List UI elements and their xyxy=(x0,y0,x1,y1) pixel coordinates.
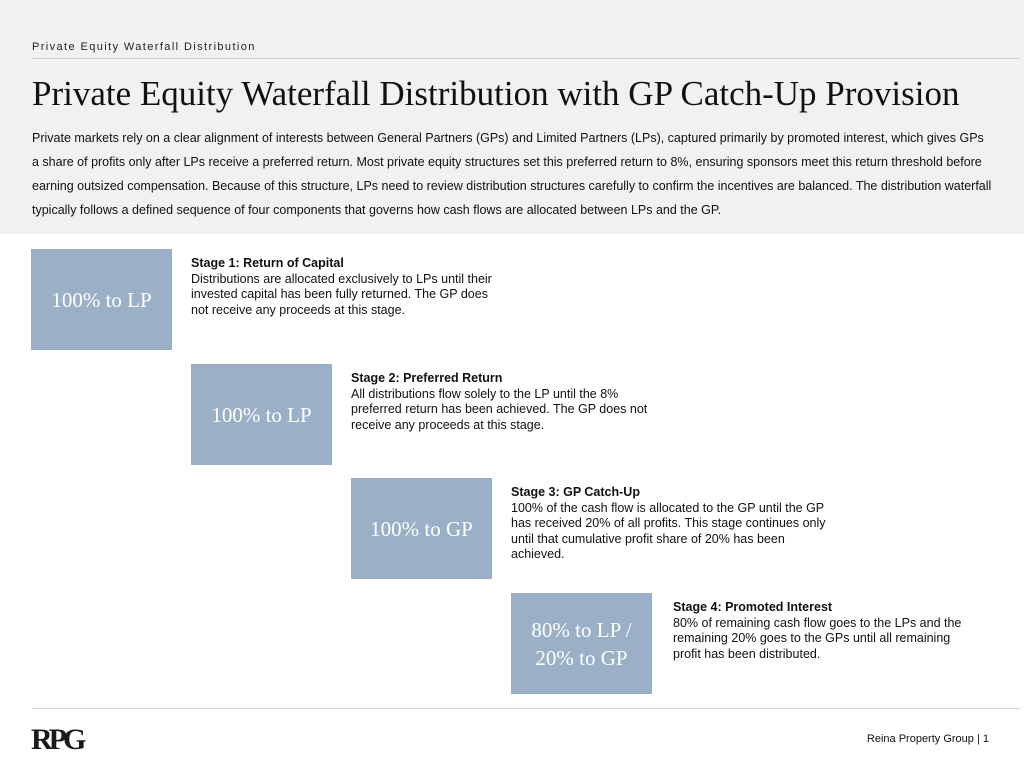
stage-3-title: Stage 3: GP Catch-Up xyxy=(511,485,640,499)
stage-1-box-label: 100% to LP xyxy=(51,287,152,312)
stage-4-box-label: 80% to LP / 20% to GP xyxy=(531,617,632,670)
stage-3-description: 100% of the cash flow is allocated to the GP until the GP has received 20% of all profits. This stage continues only until that cumulative profit share of 20% has been achieved. xyxy=(511,500,826,561)
stage-2-title: Stage 2: Preferred Return xyxy=(351,371,503,385)
bottom-divider xyxy=(32,708,1020,709)
stage-2-text xyxy=(351,371,661,433)
stage-3-box xyxy=(351,478,492,579)
stage-4-text xyxy=(673,600,978,662)
stage-1-text xyxy=(191,256,506,318)
intro-paragraph: Private markets rely on a clear alignment of interests between General Partners (GPs) and Limited Partners (LPs), captured primarily by promoted interest, which gives GPs a share of profits only after LPs receive a preferred return. Most private equity structures set this preferred return to 8%, ensuring sponsors meet this return threshold before earning outsized compensation. Because of this structure, LPs need to review distribution structures carefully to confirm the incentives are balanced. The distribution waterfall typically follows a defined sequence of four components that governs how cash flows are allocated between LPs and the GP. xyxy=(32,131,992,217)
stage-2-box xyxy=(191,364,332,465)
stage-4-box xyxy=(511,593,652,694)
stage-1-title: Stage 1: Return of Capital xyxy=(191,256,344,270)
page-title: Private Equity Waterfall Distribution with GP Catch-Up Provision xyxy=(32,74,960,113)
eyebrow-label: Private Equity Waterfall Distribution xyxy=(32,41,256,53)
stage-2-description: All distributions flow solely to the LP until the 8% preferred return has been achieved. The GP does not receive any proceeds at this stage. xyxy=(351,386,648,432)
stage-3-text xyxy=(511,485,826,563)
company-logo: RPG xyxy=(31,723,83,756)
top-divider xyxy=(32,58,1020,59)
footer-text: Reina Property Group | 1 xyxy=(866,733,989,745)
stage-3-box-label: 100% to GP xyxy=(370,516,473,541)
stage-4-description: 80% of remaining cash flow goes to the LPs and the remaining 20% goes to the GPs until all remaining profit has been distributed. xyxy=(673,615,962,661)
stage-4-title: Stage 4: Promoted Interest xyxy=(673,600,833,614)
stage-1-description: Distributions are allocated exclusively to LPs until their invested capital has been fully returned. The GP does not receive any proceeds at this stage. xyxy=(191,271,492,317)
stage-1-box xyxy=(31,249,172,350)
stage-2-box-label: 100% to LP xyxy=(211,402,312,427)
